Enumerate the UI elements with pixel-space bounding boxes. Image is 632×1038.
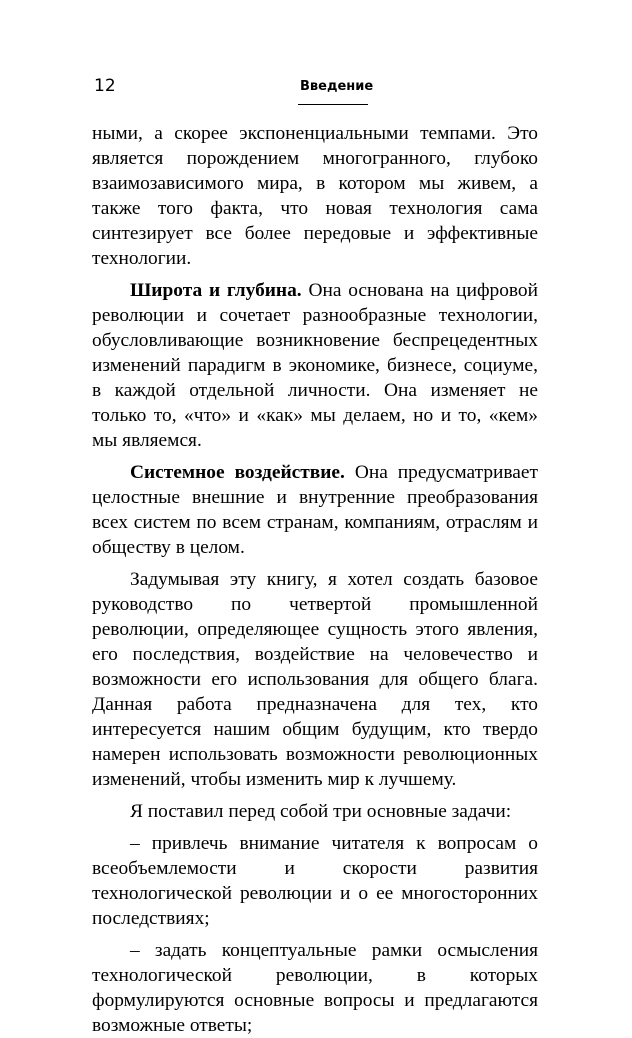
paragraph-text: Она основана на цифровой революции и сочетает разнообразные технологии, обусловливающие возникновение беспрецедентных изменений парадигм в экономике, бизнесе, социуме, в каждой отдельной личности. Она изменяет не только то, «что» и «как» мы делаем, но и то, «кем» мы являемся. (92, 280, 538, 451)
paragraph-tasks-intro: Я поставил перед собой три основные задачи: (130, 801, 512, 822)
running-head: Введение (300, 79, 374, 94)
running-head-rule (298, 104, 368, 105)
run-in-heading: Системное воздействие. (130, 462, 345, 483)
page-number: 12 (94, 76, 116, 96)
paragraph-text: Она предусматривает целостные внешние и внутренние преобразования всех систем по всем странам, компаниям, отраслям и обществу в целом. (92, 462, 538, 558)
list-item: – задать концептуальные рамки осмысления технологической революции, в которых формулируются основные вопросы и предлагаются возможные ответы; (92, 940, 538, 1036)
page-header (0, 0, 632, 120)
body-text (92, 121, 538, 1038)
paragraph-systemic-impact (92, 460, 538, 560)
list-item: – привлечь внимание читателя к вопросам о всеобъемлемости и скорости развития технологической революции и о ее многосторонних последствиях; (92, 833, 538, 929)
run-in-heading: Широта и глубина. (130, 280, 302, 301)
paragraph-book-purpose: Задумывая эту книгу, я хотел создать базовое руководство по четвертой промышленной революции, определяющее сущность этого явления, его последствия, воздействие на человечество и возможности его использования для общего блага. Данная работа предназначена для тех, кто интересуется нашим общим будущим, кто твердо намерен использовать возможности революционных изменений, чтобы изменить мир к лучшему. (92, 569, 538, 790)
paragraph-continuation: ными, а скорее экспоненциальными темпами. Это является порождением многогранного, глубоко взаимозависимого мира, в котором мы живем, а также того факта, что новая технология сама синтезирует все более передовые и эффективные технологии. (92, 123, 538, 269)
paragraph-breadth-depth (92, 278, 538, 453)
